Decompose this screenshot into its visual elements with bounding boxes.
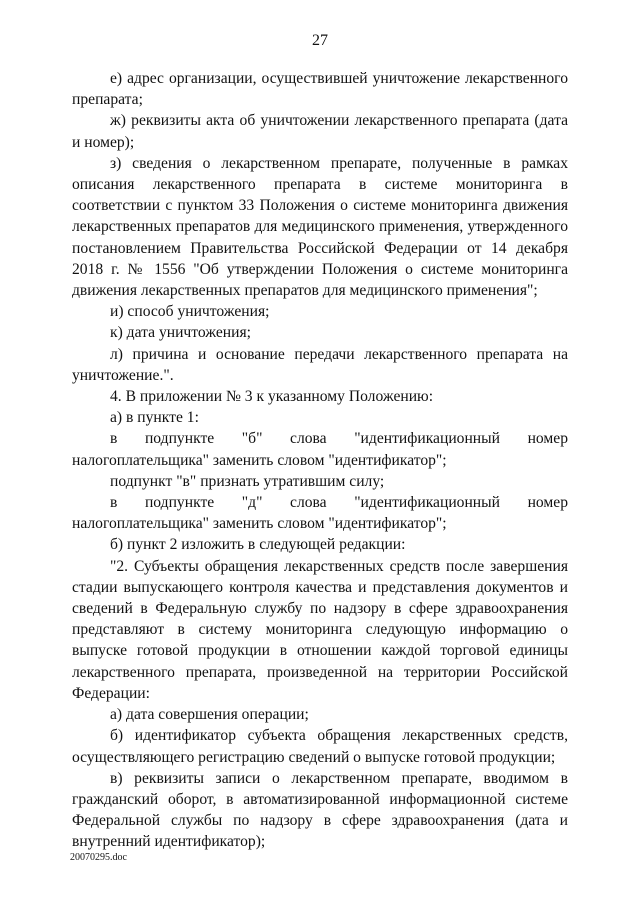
footer-file-code: 20070295.doc [70, 852, 127, 863]
paragraph: л) причина и основание передачи лекарственного препарата на уничтожение.". [72, 345, 568, 384]
paragraph: "2. Субъекты обращения лекарственных средств после завершения стадии выпускающего контроля качества и представления документов и сведений в Федеральную службу по надзору в сфере здравоохранения представляют в систему мониторинга следующую информацию о выпуске готовой продукции в отношении каждой торговой единицы лекарственного препарата, произведенной на территории Российской Федерации: [72, 557, 568, 702]
paragraph: б) идентификатор субъекта обращения лекарственных средств, осуществляющего регистрацию сведений о выпуске готовой продукции; [72, 727, 568, 766]
paragraph: б) пункт 2 изложить в следующей редакции: [110, 536, 406, 554]
paragraph: 4. В приложении № 3 к указанному Положению: [110, 388, 434, 406]
paragraph: в) реквизиты записи о лекарственном препарате, вводимом в гражданский оборот, в автоматизированной информационной системе Федеральной службы по надзору в сфере здравоохранения (дата и внутренний идентификатор); [72, 769, 568, 851]
paragraph: в подпункте "б" слова "идентификационный номер налогоплательщика" заменить словом "идентификатор"; [72, 430, 568, 469]
paragraph: а) в пункте 1: [110, 409, 199, 427]
paragraph: и) способ уничтожения; [110, 303, 270, 321]
paragraph: а) дата совершения операции; [110, 706, 309, 724]
paragraph: подпункт "в" признать утратившим силу; [110, 472, 385, 490]
paragraph: ж) реквизиты акта об уничтожении лекарственного препарата (дата и номер); [72, 112, 568, 151]
page-number: 27 [312, 32, 328, 49]
paragraph: е) адрес организации, осуществившей уничтожение лекарственного препарата; [72, 70, 568, 109]
document-body [72, 68, 568, 853]
paragraph: в подпункте "д" слова "идентификационный номер налогоплательщика" заменить словом "идентификатор"; [72, 494, 568, 533]
paragraph: з) сведения о лекарственном препарате, полученные в рамках описания лекарственного препарата в системе мониторинга в соответствии с пунктом 33 Положения о системе мониторинга движения лекарственных препаратов для медицинского применения, утвержденного постановлением Правительства Российской Федерации от 14 декабря 2018 г. № 1556 "Об утверждении Положения о системе мониторинга движения лекарственных препаратов для медицинского применения"; [72, 154, 568, 300]
paragraph: к) дата уничтожения; [110, 324, 251, 342]
